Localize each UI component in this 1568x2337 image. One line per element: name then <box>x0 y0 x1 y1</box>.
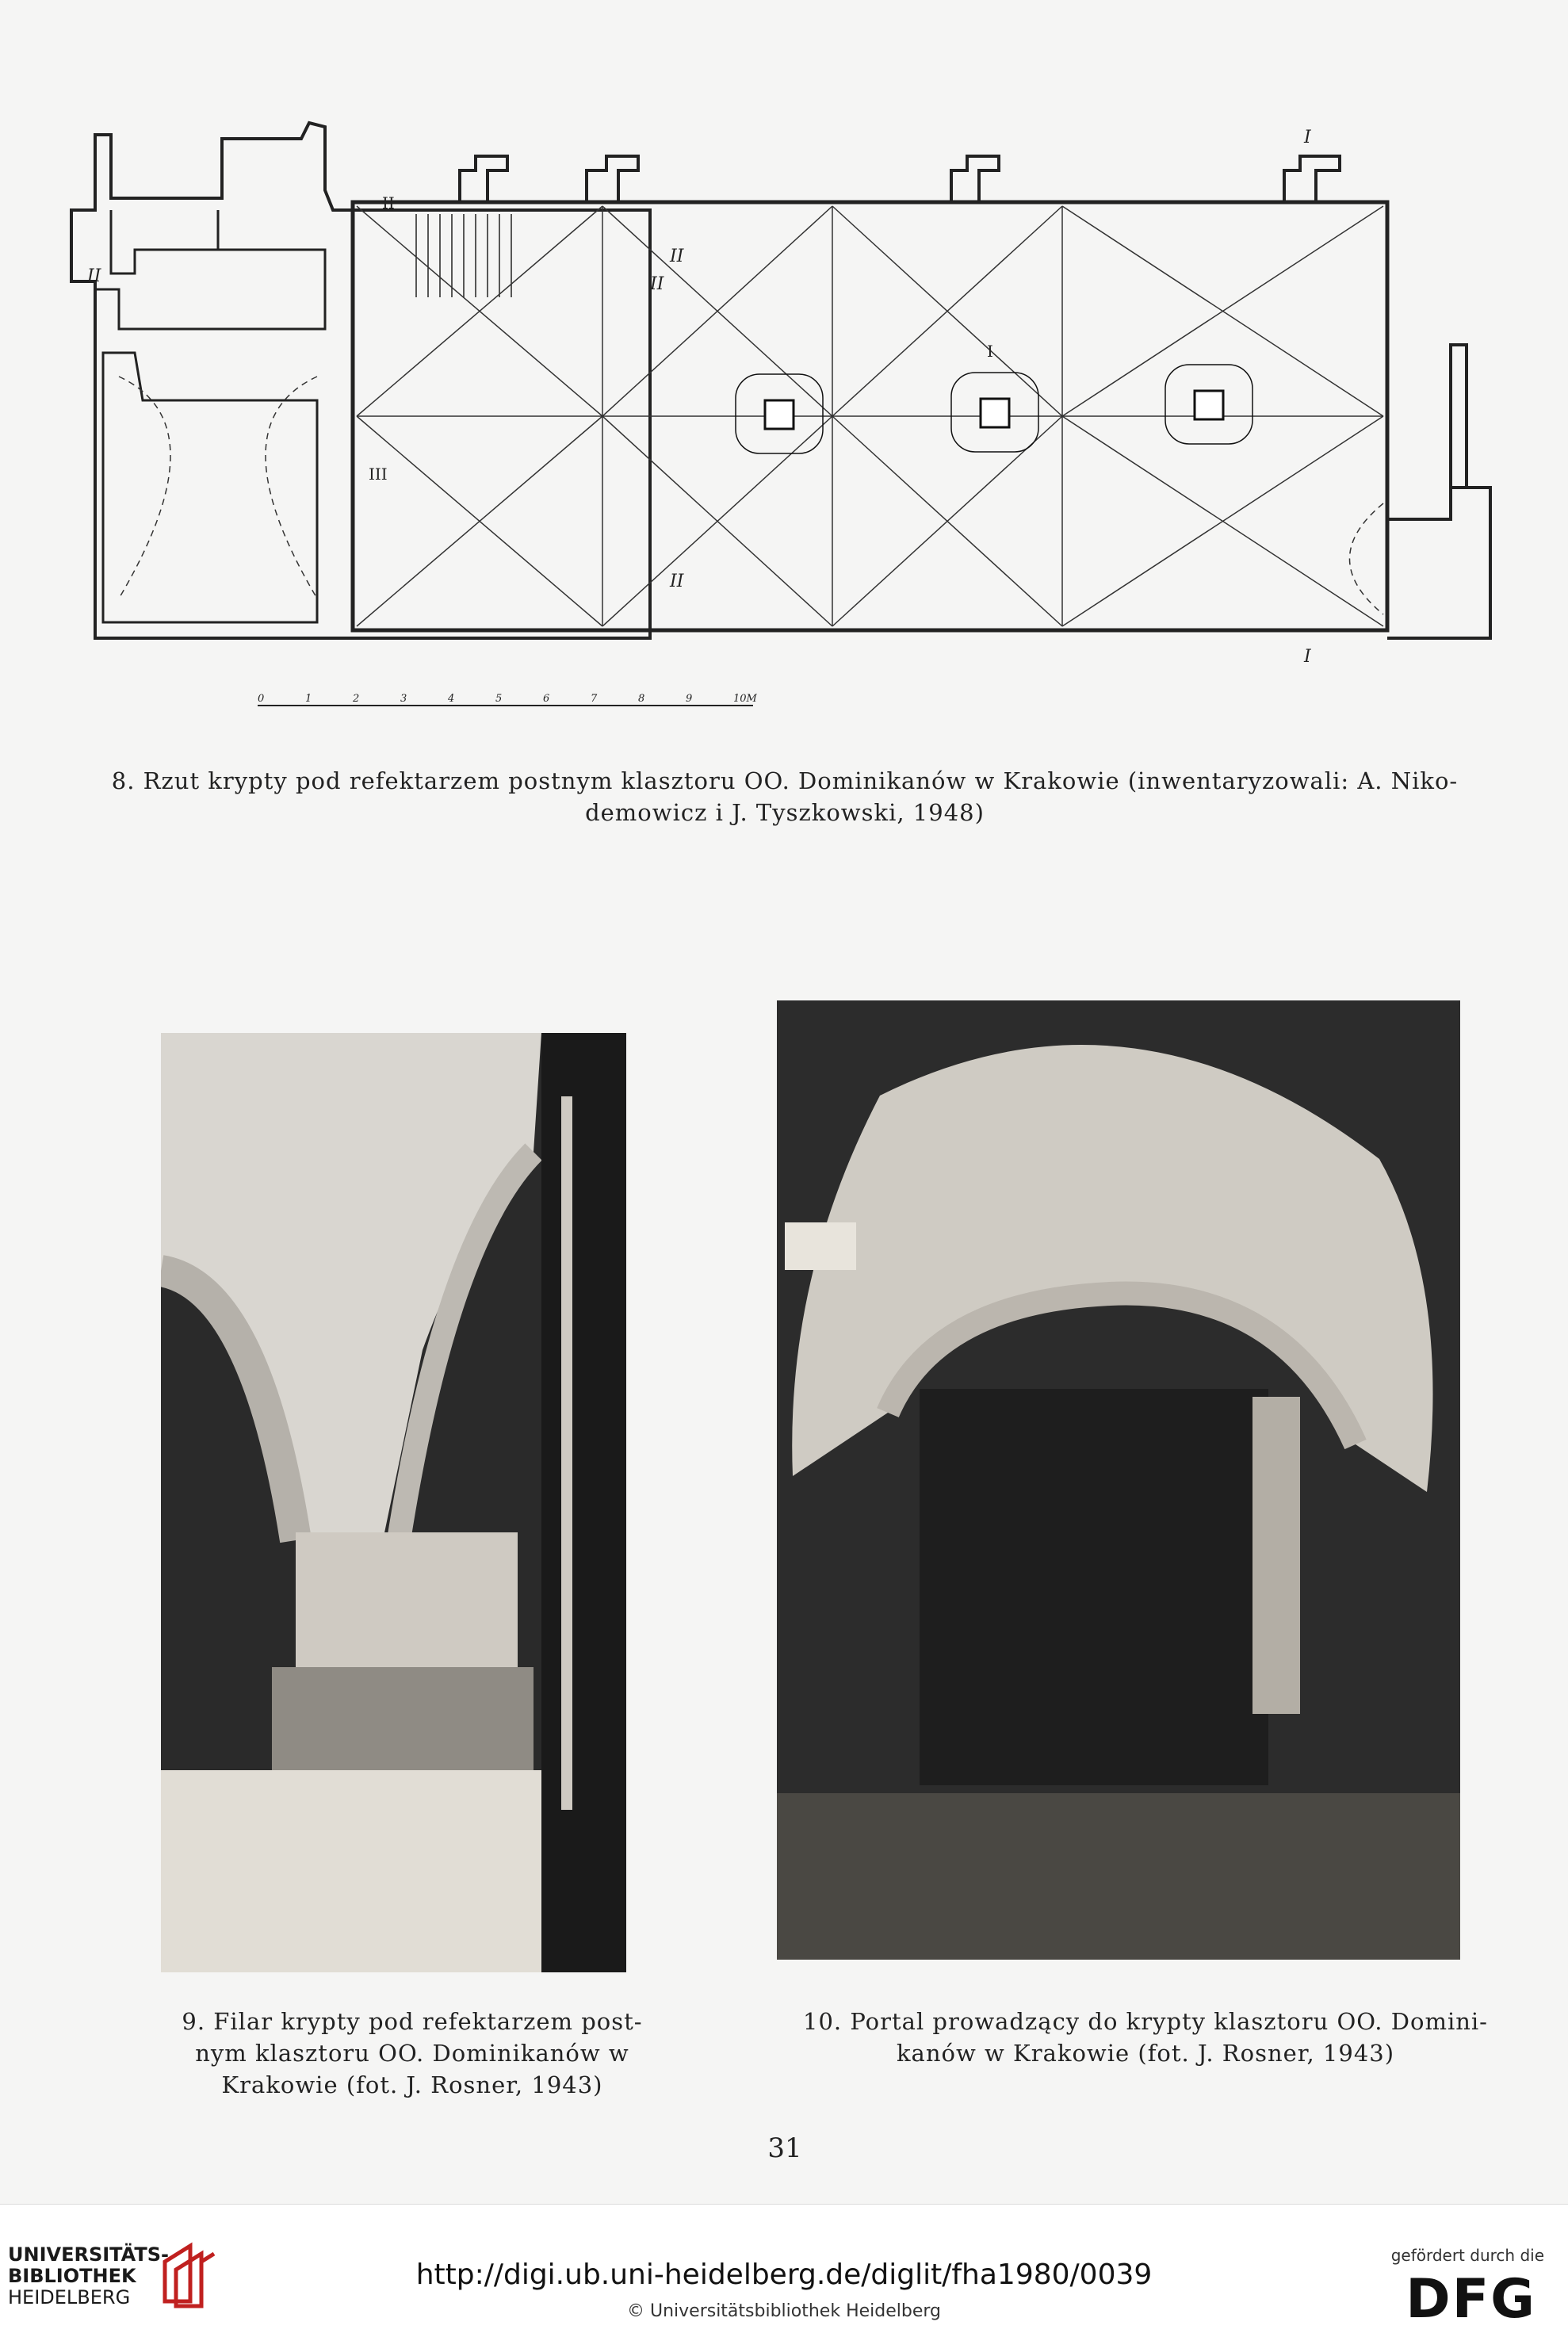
caption-line: 8. Rzut krypty pod refektarzem postnym klasztoru OO. Dominikanów w Krakowie (inwentaryzowali: A. Niko- <box>111 767 1459 794</box>
scale-tick: 1 <box>305 693 312 705</box>
document-url-link[interactable]: http://digi.ub.uni-heidelberg.de/diglit/fha1980/0039 <box>415 2259 1153 2291</box>
scale-tick: 3 <box>400 693 407 705</box>
scale-tick: 7 <box>591 693 598 705</box>
section-mark: II <box>87 266 101 286</box>
caption-line: kanów w Krakowie (fot. J. Rosner, 1943) <box>896 2040 1395 2067</box>
copyright-text: © Universitätsbibliothek Heidelberg <box>626 2301 941 2321</box>
scale-tick: 4 <box>448 693 455 705</box>
pillar-photo <box>161 1033 626 1972</box>
room-label-iii: III <box>369 465 388 484</box>
scale-tick: 0 <box>258 693 265 705</box>
crypt-floor-plan <box>16 91 1522 725</box>
scale-tick: 6 <box>543 693 550 705</box>
figure-8-caption <box>63 765 1506 828</box>
section-mark: II <box>670 247 684 266</box>
scale-tick: 10M <box>733 693 757 705</box>
figure-9-caption <box>159 2006 666 2101</box>
dfg-logo[interactable]: DFG <box>1405 2268 1536 2331</box>
figure-10-caption <box>789 2006 1502 2069</box>
portal-photo <box>777 1000 1460 1960</box>
funding-note: gefördert durch die <box>1390 2246 1544 2265</box>
scale-tick: 9 <box>686 693 693 705</box>
section-mark: II <box>650 274 664 294</box>
library-name-line: HEIDELBERG <box>8 2286 131 2308</box>
caption-line: nym klasztoru OO. Dominikanów w <box>195 2040 629 2067</box>
section-mark: II <box>670 572 684 591</box>
caption-line: Krakowie (fot. J. Rosner, 1943) <box>221 2071 603 2098</box>
scale-tick: 2 <box>353 693 360 705</box>
scale-tick: 8 <box>638 693 645 705</box>
section-mark: I <box>1304 647 1311 667</box>
room-label-i: I <box>987 342 993 361</box>
room-label-ii: II <box>382 193 395 212</box>
caption-line: 10. Portal prowadzący do krypty klasztoru OO. Domini- <box>803 2008 1488 2035</box>
caption-line: 9. Filar krypty pod refektarzem post- <box>182 2008 643 2035</box>
page-number: 31 <box>767 2132 802 2164</box>
library-name-line: BIBLIOTHEK <box>8 2265 136 2287</box>
section-mark: I <box>1304 128 1311 147</box>
caption-line: demowicz i J. Tyszkowski, 1948) <box>585 799 985 826</box>
scale-tick: 5 <box>495 693 503 705</box>
library-footer <box>0 2204 1568 2337</box>
library-name-line: UNIVERSITÄTS- <box>8 2243 170 2266</box>
